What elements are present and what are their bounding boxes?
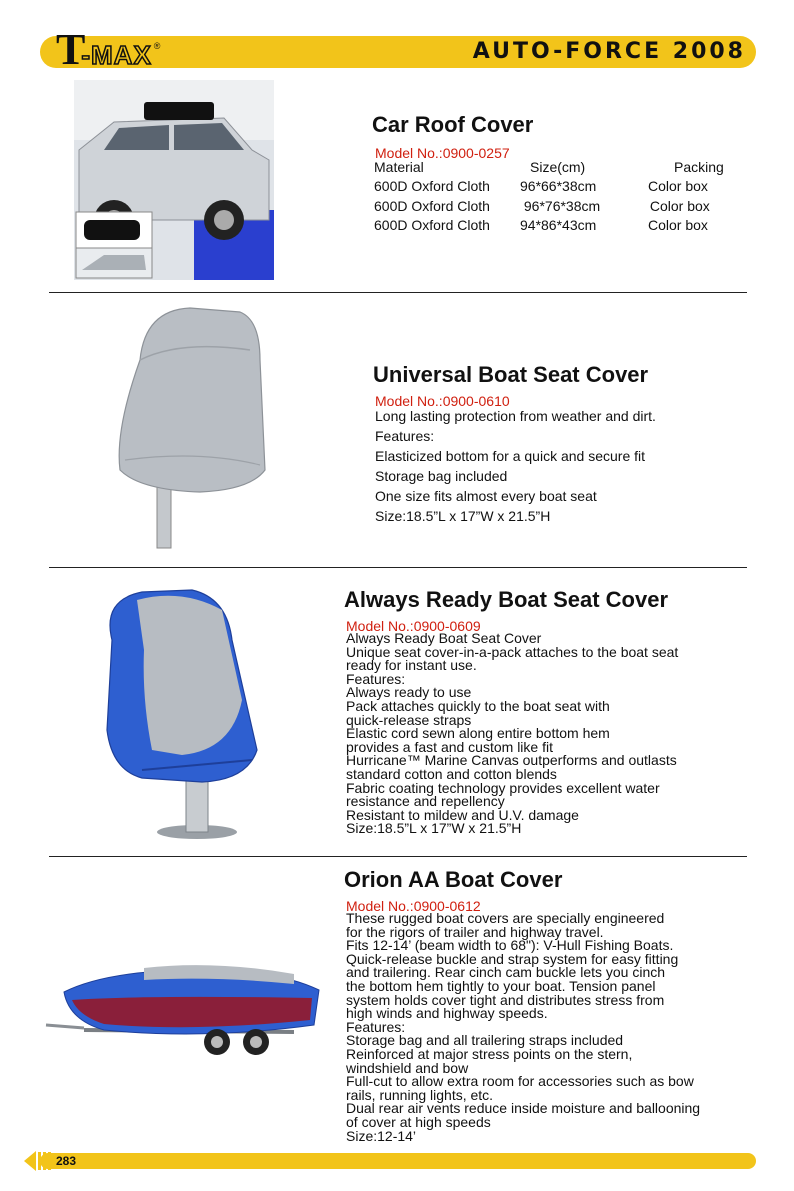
product-title: Universal Boat Seat Cover — [373, 362, 649, 387]
description-list — [346, 912, 700, 1143]
logo-registered-mark: ® — [153, 41, 161, 51]
description-line: for the rigors of trailer and highway travel. — [346, 923, 604, 940]
description-line: standard cotton and cotton blends — [346, 765, 557, 782]
footer-arrow-icon — [24, 1151, 36, 1171]
table-cell: Color box — [648, 217, 708, 234]
logo-max: -MAX — [81, 40, 152, 70]
table-cell: Color box — [648, 178, 708, 195]
description-line: Storage bag and all trailering straps included — [346, 1032, 624, 1049]
footer-stripe — [48, 1152, 51, 1170]
description-line: ready for instant use. — [346, 657, 477, 674]
description-line: of cover at high speeds — [346, 1113, 491, 1130]
description-line: Features: — [346, 670, 406, 687]
description-line: Quick-release buckle and strap system for easy fitting — [346, 950, 679, 967]
section-divider — [49, 856, 747, 857]
model-number: Model No.:0900-0610 — [375, 393, 510, 409]
description-line: These rugged boat covers are specially engineered — [346, 910, 665, 926]
table-row — [374, 196, 764, 216]
table-cell: 600D Oxford Cloth — [374, 197, 490, 214]
description-list — [346, 632, 678, 836]
description-line: Storage bag included — [375, 468, 508, 484]
description-line: Pack attaches quickly to the boat seat with — [346, 697, 610, 714]
description-line: system holds cover tight and distributes stress from — [346, 991, 665, 1008]
table-cell: 600D Oxford Cloth — [374, 217, 490, 234]
car-roof-cover-image — [74, 80, 274, 280]
boat-cover-trailer-image — [44, 950, 324, 1060]
description-line: Unique seat cover-in-a-pack attaches to the boat seat — [346, 643, 679, 660]
table-row — [374, 177, 764, 197]
table-row — [374, 216, 764, 236]
description-line: Hurricane™ Marine Canvas outperforms and outlasts — [346, 752, 677, 769]
description-line: Size:18.5”L x 17”W x 21.5”H — [346, 820, 522, 837]
description-line: Dual rear air vents reduce inside moisture and ballooning — [346, 1100, 701, 1117]
description-list — [375, 406, 656, 526]
table-cell: 94*86*43cm — [520, 217, 597, 234]
description-line: Fits 12-14’ (beam width to 68"): V-Hull Fishing Boats. — [346, 937, 674, 954]
footer-stripe — [38, 1152, 41, 1170]
catalog-title: AUTO-FORCE 2008 — [472, 39, 746, 64]
description-line: Resistant to mildew and U.V. damage — [346, 806, 579, 823]
description-line: One size fits almost every boat seat — [375, 488, 597, 504]
description-line: quick-release straps — [346, 711, 472, 728]
t-max-logo — [56, 25, 161, 74]
description-line: Size:18.5”L x 17”W x 21.5”H — [375, 508, 551, 524]
model-number: Model No.:0900-0612 — [346, 898, 481, 914]
description-line: high winds and highway speeds. — [346, 1005, 548, 1022]
table-cell: 96*66*38cm — [520, 178, 597, 195]
model-number: Model No.:0900-0609 — [346, 618, 481, 634]
product-title: Orion AA Boat Cover — [344, 867, 563, 892]
description-line: provides a fast and custom like fit — [346, 738, 553, 755]
description-line: Features: — [346, 1018, 406, 1035]
model-number: Model No.:0900-0257 — [375, 145, 510, 161]
column-header: Size(cm) — [530, 158, 586, 175]
description-line: Fabric coating technology provides excellent water — [346, 779, 660, 796]
page-number: 283 — [56, 1154, 77, 1168]
table-header-row — [374, 157, 764, 177]
description-line: windshield and bow — [346, 1059, 469, 1076]
column-header: Material — [374, 158, 424, 175]
description-line: Always ready to use — [346, 684, 472, 701]
section-divider — [49, 567, 747, 568]
product-title: Always Ready Boat Seat Cover — [344, 587, 669, 612]
boat-seat-cover-image — [100, 300, 300, 550]
product-title: Car Roof Cover — [372, 112, 534, 137]
table-cell: Color box — [646, 197, 710, 214]
description-line: Always Ready Boat Seat Cover — [346, 630, 542, 646]
table-cell: 96*76*38cm — [520, 197, 601, 214]
description-line: Elastic cord sewn along entire bottom hem — [346, 725, 610, 742]
footer-bar — [40, 1153, 756, 1169]
column-header: Packing — [674, 158, 724, 175]
description-line: Features: — [375, 428, 435, 444]
description-line: resistance and repellency — [346, 793, 505, 810]
description-line: rails, running lights, etc. — [346, 1086, 494, 1103]
table-cell: 600D Oxford Cloth — [374, 178, 490, 195]
description-line: Elasticized bottom for a quick and secure fit — [375, 448, 646, 464]
description-line: the bottom hem tightly to your boat. Tension panel — [346, 977, 656, 994]
description-line: Full-cut to allow extra room for accessories such as bow — [346, 1073, 694, 1090]
description-line: Size:12-14’ — [346, 1127, 417, 1144]
footer-stripe — [43, 1152, 46, 1170]
description-line: and trailering. Rear cinch cam buckle lets you cinch — [346, 964, 666, 981]
description-line: Long lasting protection from weather and dirt. — [375, 408, 656, 424]
spec-table — [374, 157, 764, 235]
description-line: Reinforced at major stress points on the stern, — [346, 1045, 633, 1062]
logo-t: T — [56, 25, 86, 74]
section-divider — [49, 292, 747, 293]
always-ready-seat-cover-image — [82, 580, 282, 842]
